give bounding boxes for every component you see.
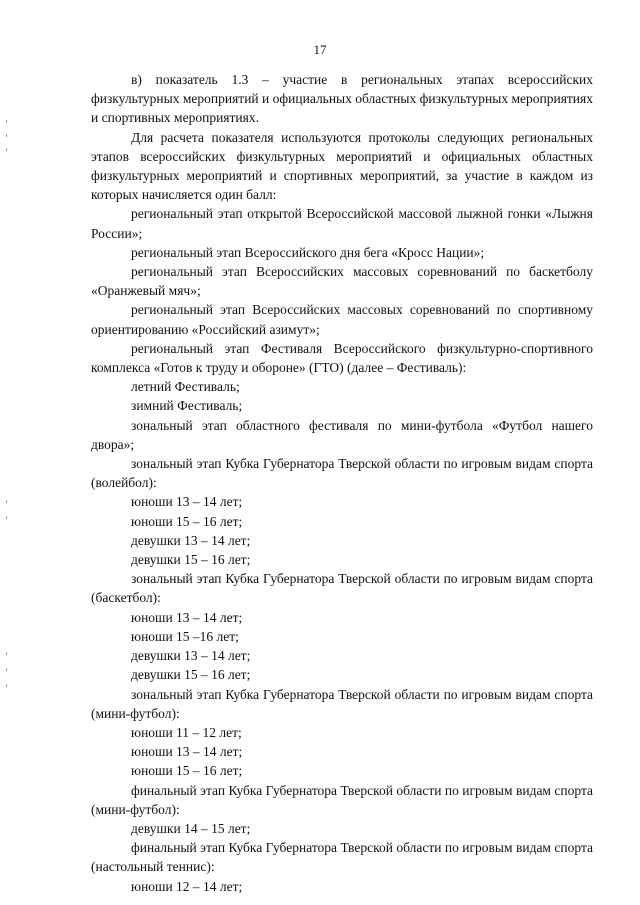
paragraph: Для расчета показателя используются протоколы следующих региональных этапов всероссийских физкультурных мероприятий и официальных областных физкультурных мероприятий и спортивных мероприятий, за участие в каждом из которых начисляется один балл: [91,129,593,203]
list-item: юноши 13 – 14 лет; [131,744,243,760]
scan-mark [6,500,7,503]
paragraph: зональный этап Кубка Губернатора Тверской области по игровым видам спорта (мини-футбол): [91,686,593,721]
paragraph: зональный этап областного фестиваля по мини-футбола «Футбол нашего двора»; [91,417,593,452]
paragraph: региональный этап Всероссийских массовых соревнований по баскетболу «Оранжевый мяч»; [91,264,593,299]
scan-mark [6,134,7,137]
paragraph: региональный этап открытой Всероссийской массовой лыжной гонки «Лыжня России»; [91,206,593,241]
list-item: юноши 11 – 12 лет; [131,724,242,740]
list-item: юноши 15 – 16 лет; [131,763,243,779]
paragraph: региональный этап Фестиваля Всероссийского физкультурно-спортивного комплекса «Готов к труду и обороне» (ГТО) (далее – Фестиваль): [91,340,593,376]
scan-mark [6,120,7,123]
paragraph: зональный этап Кубка Губернатора Тверской области по игровым видам спорта (волейбол): [91,456,593,491]
list-item: юноши 13 – 14 лет; [131,494,243,510]
list-item: девушки 14 – 15 лет; [131,820,251,836]
paragraph: региональный этап Всероссийских массовых соревнований по спортивному ориентированию «Российский азимут»; [91,302,593,337]
list-item: юноши 12 – 14 лет; [131,878,243,894]
scan-mark [6,652,7,655]
list-item: юноши 13 – 14 лет; [131,609,243,625]
list-item: летний Фестиваль; [131,379,240,395]
list-item: зимний Фестиваль; [131,398,243,414]
document-body [91,70,593,896]
list-item: девушки 15 – 16 лет; [131,667,251,683]
paragraph: финальный этап Кубка Губернатора Тверской области по игровым видам спорта (настольный теннис): [91,840,593,875]
scan-mark [6,668,7,671]
scan-mark [6,148,7,151]
list-item: девушки 13 – 14 лет; [131,648,251,664]
paragraph: в) показатель 1.3 – участие в региональных этапах всероссийских физкультурных мероприятий и официальных областных физкультурных мероприятиях и спортивных мероприятиях. [91,72,593,126]
scan-mark [6,516,7,519]
paragraph: финальный этап Кубка Губернатора Тверской области по игровым видам спорта (мини-футбол): [91,782,593,817]
list-item: юноши 15 – 16 лет; [131,513,243,529]
page-number: 17 [313,42,327,57]
scan-mark [6,684,7,687]
list-item: девушки 13 – 14 лет; [131,532,251,548]
paragraph: зональный этап Кубка Губернатора Тверской области по игровым видам спорта (баскетбол): [91,571,593,606]
paragraph: региональный этап Всероссийского дня бега «Кросс Нации»; [131,244,485,260]
list-item: девушки 15 – 16 лет; [131,552,251,568]
list-item: юноши 15 –16 лет; [131,628,239,644]
